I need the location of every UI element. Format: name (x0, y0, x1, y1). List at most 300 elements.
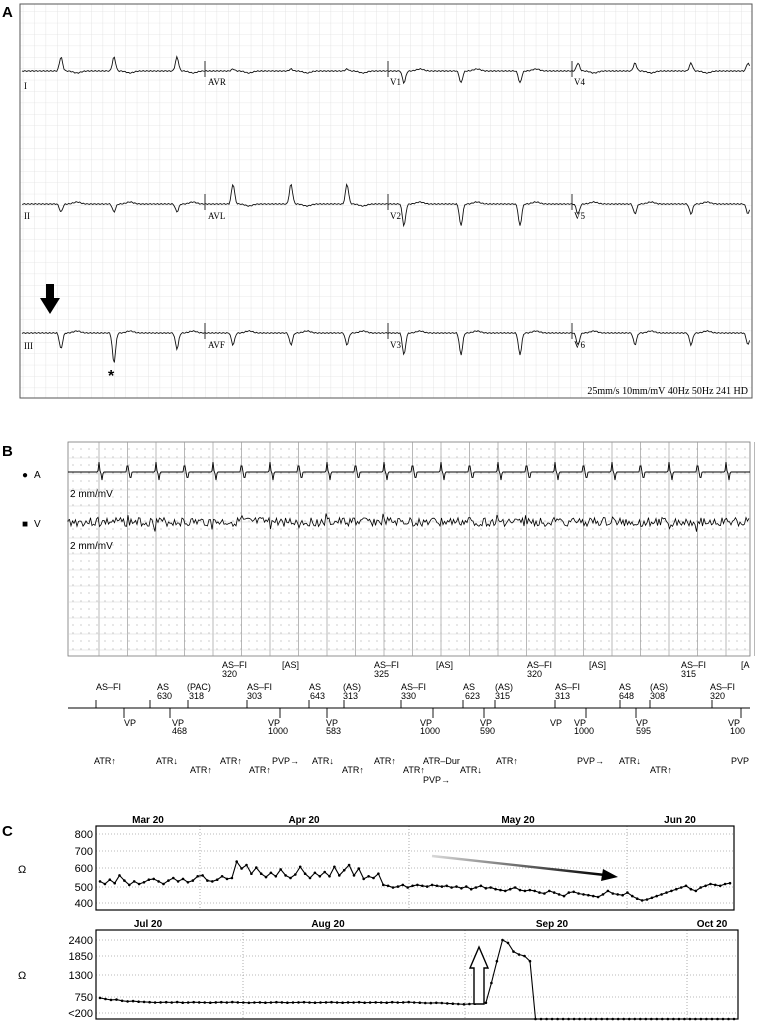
impedance-point (328, 875, 331, 878)
marker-label: VP (420, 718, 433, 728)
impedance-point (441, 1002, 444, 1005)
impedance-point (347, 1001, 350, 1004)
ecg-lead-label: V5 (574, 211, 585, 221)
impedance-point (165, 1001, 168, 1004)
egm-panel (22, 442, 755, 785)
marker-label: 320 (222, 669, 238, 679)
marker-label: PVP→ (272, 756, 300, 766)
impedance-point (719, 885, 722, 888)
marker-label: 315 (681, 669, 697, 679)
marker-label: 313 (343, 691, 359, 701)
marker-label: VP (268, 718, 281, 728)
marker-label: VP (636, 718, 649, 728)
impedance-point (436, 885, 439, 888)
impedance-point (110, 999, 113, 1002)
impedance-point (387, 885, 390, 888)
impedance-point (250, 872, 253, 875)
impedance-point (333, 866, 336, 869)
impedance-point (572, 891, 575, 894)
impedance-point (512, 950, 515, 953)
channel-v-gain: 2 mm/mV (70, 541, 113, 552)
impedance-point (289, 877, 292, 880)
impedance-chart-top (18, 815, 734, 910)
impedance-point (661, 1018, 664, 1021)
impedance-point (705, 1018, 708, 1021)
chart2-grid (96, 930, 738, 1019)
impedance-point (253, 1001, 256, 1004)
impedance-point (460, 887, 463, 890)
impedance-point (304, 872, 307, 875)
impedance-point (683, 1018, 686, 1021)
impedance-point (177, 880, 180, 883)
impedance-point (514, 886, 517, 889)
impedance-point (704, 885, 707, 888)
impedance-point (621, 894, 624, 897)
impedance-point (489, 886, 492, 889)
marker-label: 320 (710, 691, 726, 701)
impedance-point (665, 891, 668, 894)
impedance-point (143, 1001, 146, 1004)
impedance-point (670, 890, 673, 893)
impedance-point (286, 1001, 289, 1004)
marker-label: 1000 (420, 726, 441, 736)
impedance-point (260, 872, 263, 875)
impedance-point (128, 884, 131, 887)
impedance-point (162, 883, 165, 886)
impedance-point (431, 884, 434, 887)
impedance-point (221, 875, 224, 878)
marker-label: 330 (401, 691, 417, 701)
impedance-point (729, 882, 732, 885)
chart1-series (99, 860, 732, 901)
impedance-point (152, 878, 155, 881)
impedance-point (641, 899, 644, 902)
impedance-point (694, 1018, 697, 1021)
impedance-point (270, 872, 273, 875)
impedance-point (198, 1001, 201, 1004)
marker-label: VP (172, 718, 185, 728)
channel-v-name: V (34, 519, 41, 530)
impedance-point (372, 877, 375, 880)
ecg-lead-label: AVR (208, 77, 226, 87)
impedance-point (226, 878, 229, 881)
impedance-point (490, 982, 493, 985)
ecg-lead-label: V2 (390, 211, 401, 221)
impedance-point (724, 883, 727, 886)
marker-label: VP (124, 718, 137, 728)
impedance-point (392, 886, 395, 889)
impedance-point (507, 942, 510, 945)
impedance-point (325, 1001, 328, 1004)
impedance-point (192, 879, 195, 882)
impedance-point (711, 1018, 714, 1021)
impedance-point (154, 1001, 157, 1004)
marker-label: (AS) (650, 682, 668, 692)
impedance-point (600, 1018, 603, 1021)
impedance-point (374, 1001, 377, 1004)
ecg-lead-label: AVF (208, 340, 225, 350)
impedance-point (358, 867, 361, 870)
marker-label: AS–FI (527, 660, 553, 670)
marker-label: AS (463, 682, 476, 692)
x-tick-label: May 20 (501, 815, 535, 826)
impedance-point (556, 1018, 559, 1021)
y-tick-label: 800 (74, 829, 93, 841)
impedance-point (330, 1001, 333, 1004)
impedance-point (553, 891, 556, 894)
impedance-point (582, 893, 585, 896)
marker-label: AS–FI (681, 660, 707, 670)
impedance-point (543, 892, 546, 895)
impedance-point (104, 998, 107, 1001)
impedance-point (690, 888, 693, 891)
marker-label: 313 (555, 691, 571, 701)
x-tick-label: Mar 20 (132, 815, 164, 826)
impedance-point (622, 1018, 625, 1021)
impedance-point (589, 1018, 592, 1021)
impedance-point (465, 885, 468, 888)
marker-label: 320 (527, 669, 543, 679)
impedance-point (685, 885, 688, 888)
impedance-point (143, 881, 146, 884)
impedance-point (148, 1001, 151, 1004)
impedance-point (167, 879, 170, 882)
marker-label: ATR↑ (220, 756, 242, 766)
impedance-point (343, 869, 346, 872)
impedance-point (303, 1001, 306, 1004)
impedance-point (733, 1018, 736, 1021)
impedance-point (314, 1001, 317, 1004)
marker-label: PVP→ (423, 775, 451, 785)
impedance-point (336, 1001, 339, 1004)
impedance-point (602, 893, 605, 896)
impedance-point (424, 1002, 427, 1005)
impedance-point (192, 1001, 195, 1004)
marker-label: 325 (374, 669, 390, 679)
marker-label: 630 (157, 691, 173, 701)
impedance-point (617, 1018, 620, 1021)
impedance-point (99, 880, 102, 883)
marker-label: 648 (619, 691, 635, 701)
marker-label: AS–FI (222, 660, 248, 670)
impedance-point (413, 1001, 416, 1004)
impedance-point (391, 1001, 394, 1004)
impedance-point (157, 880, 160, 883)
impedance-point (646, 898, 649, 901)
impedance-point (446, 1002, 449, 1005)
impedance-point (504, 890, 507, 893)
marker-label: 1000 (268, 726, 289, 736)
impedance-point (518, 953, 521, 956)
x-tick-label: Jun 20 (664, 815, 696, 826)
marker-label: 1000 (574, 726, 595, 736)
ecg-panel (20, 4, 752, 398)
marker-ticks (96, 700, 741, 718)
chart2-x-ticks (134, 919, 728, 930)
impedance-point (636, 897, 639, 900)
marker-label: (PAC) (187, 682, 211, 692)
impedance-point (123, 879, 126, 882)
impedance-point (616, 893, 619, 896)
marker-label: ATR↓ (312, 756, 334, 766)
impedance-point (626, 891, 629, 894)
impedance-point (353, 874, 356, 877)
impedance-point (377, 872, 380, 875)
impedance-point (545, 1018, 548, 1021)
impedance-point (606, 1018, 609, 1021)
impedance-point (396, 1001, 399, 1004)
impedance-point (240, 867, 243, 870)
impedance-point (265, 876, 268, 879)
impedance-point (678, 1018, 681, 1021)
impedance-point (573, 1018, 576, 1021)
impedance-point (341, 1001, 344, 1004)
impedance-point (419, 1001, 422, 1004)
marker-label: ATR↑ (249, 765, 271, 775)
impedance-point (709, 883, 712, 886)
marker-label: ATR↑ (650, 765, 672, 775)
impedance-point (501, 939, 504, 942)
marker-label: VP (574, 718, 587, 728)
impedance-point (275, 1001, 278, 1004)
chart1-grid (96, 826, 734, 910)
marker-label: VP (326, 718, 339, 728)
marker-label: 623 (465, 691, 481, 701)
impedance-point (634, 1018, 637, 1021)
impedance-point (211, 880, 214, 883)
impedance-point (281, 1001, 284, 1004)
impedance-point (113, 882, 116, 885)
ecg-lead-label: II (24, 211, 30, 221)
impedance-point (235, 860, 238, 863)
marker-label: PVP→ (577, 756, 605, 766)
impedance-point (121, 1000, 124, 1003)
impedance-point (468, 1003, 471, 1006)
impedance-point (485, 887, 488, 890)
impedance-point (323, 871, 326, 874)
impedance-point (700, 1018, 703, 1021)
impedance-point (187, 1001, 190, 1004)
ecg-grid (20, 4, 752, 398)
marker-annotations (94, 660, 750, 785)
impedance-point (612, 892, 615, 895)
impedance-point (455, 885, 458, 888)
impedance-point (470, 888, 473, 891)
ecg-lead-label: AVL (208, 211, 226, 221)
marker-label: 583 (326, 726, 342, 736)
y-tick-label: 1300 (68, 970, 93, 982)
impedance-point (475, 886, 478, 889)
impedance-point (319, 875, 322, 878)
impedance-point (529, 889, 532, 892)
impedance-point (496, 960, 499, 963)
impedance-point (450, 886, 453, 889)
impedance-point (187, 881, 190, 884)
impedance-point (548, 890, 551, 893)
y-tick-label: 2400 (68, 935, 93, 947)
impedance-point (237, 1001, 240, 1004)
impedance-point (651, 897, 654, 900)
impedance-point (421, 885, 424, 888)
chart2-series (99, 939, 736, 1021)
impedance-point (645, 1018, 648, 1021)
impedance-point (255, 866, 258, 869)
impedance-point (628, 1018, 631, 1021)
y-tick-label: 700 (74, 846, 93, 858)
impedance-point (133, 880, 136, 883)
ecg-lead-label: III (24, 341, 33, 351)
impedance-point (534, 1018, 537, 1021)
impedance-point (294, 873, 297, 876)
impedance-point (182, 878, 185, 881)
trend-line (432, 856, 605, 875)
impedance-point (650, 1018, 653, 1021)
impedance-point (367, 875, 370, 878)
impedance-point (435, 1002, 438, 1005)
impedance-point (148, 878, 151, 881)
impedance-point (639, 1018, 642, 1021)
impedance-point (245, 864, 248, 867)
impedance-point (407, 1001, 410, 1004)
impedance-point (206, 879, 209, 882)
marker-label: 303 (247, 691, 263, 701)
impedance-point (551, 1018, 554, 1021)
marker-label: [AS] (282, 660, 300, 670)
impedance-point (137, 1000, 140, 1003)
impedance-point (452, 1002, 455, 1005)
impedance-line (100, 940, 734, 1019)
impedance-point (275, 875, 278, 878)
marker-label: ATR–Dur (423, 756, 460, 766)
impedance-point (172, 877, 175, 880)
marker-label: AS–FI (710, 682, 736, 692)
marker-label: (AS) (343, 682, 361, 692)
impedance-point (567, 1018, 570, 1021)
impedance-point (667, 1018, 670, 1021)
y-tick-label: 1850 (68, 951, 93, 963)
impedance-point (406, 886, 409, 889)
marker-label: [AS] (436, 660, 454, 670)
marker-label: PVP (731, 756, 750, 766)
impedance-point (430, 1002, 433, 1005)
y-tick-label: 600 (74, 863, 93, 875)
panel-label-b: B (2, 443, 13, 460)
ecg-lead-label: V4 (574, 77, 585, 87)
impedance-point (382, 884, 385, 887)
impedance-point (523, 955, 526, 958)
marker-label: AS–FI (96, 682, 122, 692)
impedance-point (563, 895, 566, 898)
y-tick-label: 750 (74, 992, 93, 1004)
x-tick-label: Oct 20 (696, 919, 728, 930)
ecg-settings: 25mm/s 10mm/mV 40Hz 50Hz 241 HD (587, 386, 748, 397)
impedance-point (264, 1001, 267, 1004)
y-tick-label: <200 (68, 1008, 93, 1020)
impedance-point (524, 890, 527, 893)
marker-label: AS (309, 682, 322, 692)
marker-label: VP (550, 718, 563, 728)
impedance-point (203, 1001, 206, 1004)
marker-label: 308 (650, 691, 666, 701)
impedance-point (292, 1001, 295, 1004)
impedance-point (480, 885, 483, 888)
trend-arrow-icon (601, 869, 618, 881)
impedance-point (695, 890, 698, 893)
marker-label: ATR↓ (460, 765, 482, 775)
impedance-point (314, 872, 317, 875)
impedance-point (656, 1018, 659, 1021)
impedance-point (655, 895, 658, 898)
marker-label: ATR↑ (342, 765, 364, 775)
impedance-point (138, 883, 141, 886)
impedance-point (348, 864, 351, 867)
chart1-x-ticks (132, 815, 696, 826)
marker-label: VP (728, 718, 741, 728)
impedance-line (100, 862, 730, 901)
impedance-point (538, 891, 541, 894)
x-tick-label: Jul 20 (133, 919, 163, 930)
impedance-point (716, 1018, 719, 1021)
impedance-point (494, 888, 497, 891)
impedance-point (109, 878, 112, 881)
impedance-point (279, 868, 282, 871)
impedance-point (159, 1001, 162, 1004)
chart1-ylabel: Ω (18, 864, 27, 876)
impedance-point (352, 1001, 355, 1004)
marker-label: AS–FI (401, 682, 427, 692)
impedance-point (416, 884, 419, 887)
impedance-point (284, 874, 287, 877)
panel-label-a: A (2, 4, 13, 21)
marker-label: 468 (172, 726, 188, 736)
impedance-point (215, 1001, 218, 1004)
impedance-point (722, 1018, 725, 1021)
impedance-chart-bottom (18, 919, 738, 1020)
impedance-point (369, 1001, 372, 1004)
impedance-point (308, 1001, 311, 1004)
impedance-point (176, 1001, 179, 1004)
marker-label: AS–FI (555, 682, 581, 692)
impedance-point (595, 1018, 598, 1021)
impedance-point (363, 1001, 366, 1004)
impedance-point (675, 888, 678, 891)
chart2-frame (96, 930, 738, 1019)
marker-label: ATR↑ (94, 756, 116, 766)
impedance-point (426, 885, 429, 888)
impedance-point (242, 1001, 245, 1004)
marker-label: 100 (730, 726, 746, 736)
marker-label: 590 (480, 726, 496, 736)
impedance-point (714, 884, 717, 887)
impedance-point (680, 886, 683, 889)
marker-label: AS (157, 682, 170, 692)
marker-label: (AS) (495, 682, 513, 692)
impedance-point (231, 877, 234, 880)
chart2-ylabel: Ω (18, 970, 27, 982)
impedance-point (319, 1001, 322, 1004)
impedance-point (248, 1002, 251, 1005)
marker-label: ATR↑ (374, 756, 396, 766)
impedance-point (209, 1001, 212, 1004)
impedance-point (104, 883, 107, 886)
impedance-point (463, 1003, 466, 1006)
impedance-point (584, 1018, 587, 1021)
impedance-point (380, 1001, 383, 1004)
impedance-point (402, 884, 405, 887)
marker-label: AS (619, 682, 632, 692)
ecg-lead-label: V6 (574, 340, 585, 350)
impedance-point (485, 1002, 488, 1005)
